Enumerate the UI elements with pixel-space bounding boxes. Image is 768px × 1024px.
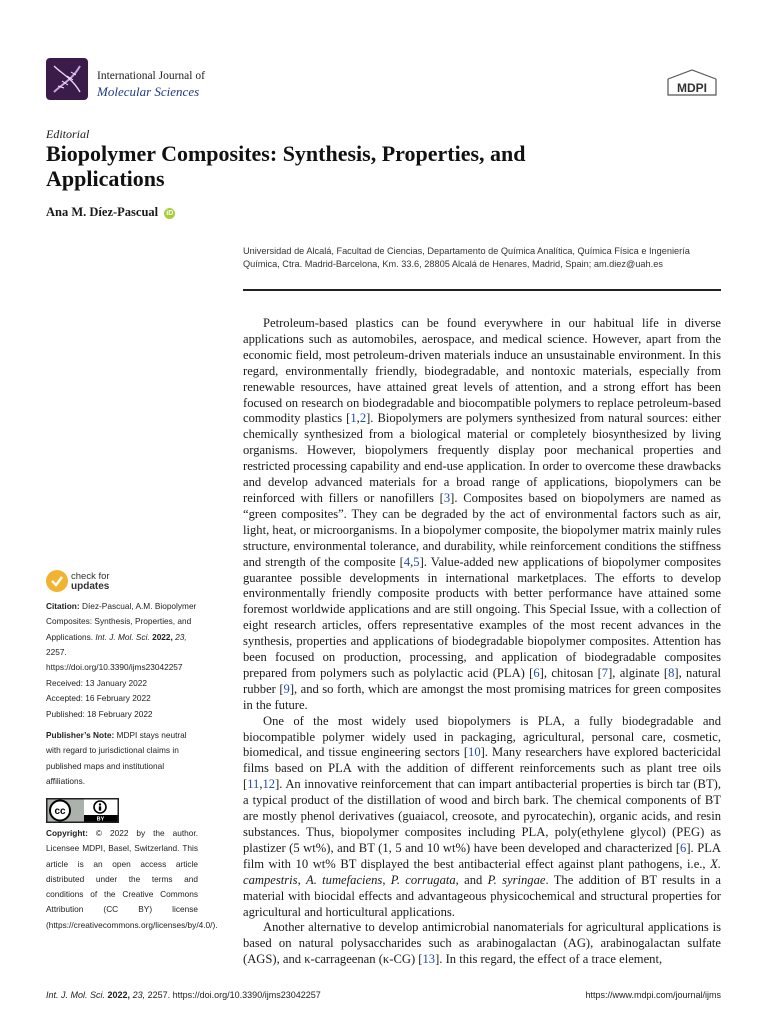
citation-link[interactable]: 7 xyxy=(601,665,609,680)
check-for-updates-icon xyxy=(46,570,68,592)
copyright-block: Copyright: © 2022 by the author. Licensee MDPI, Basel, Switzerland. This article is an open access article distributed under the terms and conditions of the Creative Commons Attribution (CC BY) license (https://creativecommons.org/licenses/by/4.0/). xyxy=(46,828,218,930)
footer-citation: Int. J. Mol. Sci. 2022, 23, 2257. https://doi.org/10.3390/ijms23042257 xyxy=(46,990,321,1000)
citation-block: Citation: Díez-Pascual, A.M. Biopolymer Composites: Synthesis, Properties, and Applications. Int. J. Mol. Sci. 2022, 23, 2257. https://doi.org/10.3390/ijms23042257 xyxy=(46,601,197,673)
citation-link[interactable]: 11 xyxy=(247,777,260,792)
citation-link[interactable]: 10 xyxy=(468,745,481,760)
publisher-note: Publisher’s Note: MDPI stays neutral with regard to jurisdictional claims in published maps and institutional affiliations. xyxy=(46,730,187,786)
svg-text:cc: cc xyxy=(54,806,66,817)
citation-link[interactable]: 2 xyxy=(359,411,367,426)
footer-doi-link[interactable]: 2257. https://doi.org/10.3390/ijms23042257 xyxy=(147,990,321,1000)
dates-block xyxy=(46,676,198,722)
check-label-line1: check for xyxy=(71,571,110,582)
journal-logo-icon[interactable] xyxy=(46,58,88,100)
article-type: Editorial xyxy=(46,127,90,141)
article-title: Biopolymer Composites: Synthesis, Properties, and Applications xyxy=(46,141,526,191)
journal-header xyxy=(46,58,226,108)
affiliation: Universidad de Alcalá, Facultad de Ciencias, Departamento de Química Analítica, Química Física e Ingeniería Química, Ctra. Madrid-Barcelona, Km. 33.6, 28805 Alcalá de Henares, Madrid, Spain; am.diez@uah.es xyxy=(243,246,690,269)
journal-name-line1: International Journal of xyxy=(97,70,205,82)
citation-link[interactable]: 8 xyxy=(668,665,675,680)
citation-link[interactable]: 1 xyxy=(350,411,357,426)
author-name[interactable]: Ana M. Díez-Pascual xyxy=(46,205,159,219)
mdpi-logo-text: MDPI xyxy=(677,81,707,95)
check-label-line2: updates xyxy=(71,581,110,592)
paragraph-3: Another alternative to develop antimicrobial nanomaterials for agricultural applications is based on natural polysaccharides such as arabinogalactan (AG), arabinogalactan sulfate (AGS), and κ-carrageenan (κ-CG) [13]. In this regard, the effect of a trace element, xyxy=(243,920,721,967)
main-text xyxy=(243,316,721,968)
check-for-updates-button[interactable] xyxy=(46,569,126,595)
page-footer xyxy=(46,990,721,1004)
doi-link[interactable]: 2257. https://doi.org/10.3390/ijms23042257 xyxy=(46,646,183,673)
accepted-date: Accepted: 16 February 2022 xyxy=(46,693,151,704)
mdpi-logo-icon[interactable] xyxy=(664,67,720,98)
footer-journal-url[interactable]: https://www.mdpi.com/journal/ijms xyxy=(585,990,721,1000)
author-line xyxy=(46,205,175,220)
paragraph-1: Petroleum-based plastics can be found everywhere in our habitual life in diverse applications such as automobiles, aerospace, and medical science. However, apart from the economic field, most petroleum-driven materials induce an unsustainable environment. In this regard, environmentally friendly, biodegradable, and nontoxic materials, especially from renewable resources, have attained great levels of attention, and a strong effort has been focused on research on biodegradable and biocompatible polymers to replace petroleum-based commodity plastics [1,2]. Biopolymers are polymers synthesized from natural sources: either chemically synthesized from a biological material or completely biosynthesized by living organisms. However, biopolymers frequently display poor mechanical properties and restricted processing capability and end-use application. In order to overcome these drawbacks and develop advanced materials for a broad range of applications, biopolymers can be reinforced with fillers or nanofillers [3]. Composites based on biopolymers are named as “green composites”. They can be degraded by the act of environmental factors such as air, light, heat, or microorganisms. In a biopolymer composite, the biopolymer matrix mainly rules structure, environmental tolerance, and durability, while reinforcement conditions the stiffness and strength of the composite [4,5]. Value-added new applications of biopolymer composites guarantee possible developments in international marketplaces. The efforts to develop environmentally friendly composite products with better performance have attained some foremost worldwide applications and are still ongoing. This Special Issue, with a collection of eight research articles, offers representative examples of the most recent advances in the synthesis, properties and applications of biodegradable biopolymer composites. Attention has been focused on production, processing, and application of biodegradable composites prepared from polymers such as polylactic acid (PLA) [6], chitosan [7], alginate [8], natural rubber [9], and so forth, which are amongst the most promising matrices for green composites in the future. xyxy=(243,316,721,712)
published-date: Published: 18 February 2022 xyxy=(46,708,153,719)
received-date: Received: 13 January 2022 xyxy=(46,678,148,688)
citation-link[interactable]: 4 xyxy=(403,554,411,569)
citation-link[interactable]: 12 xyxy=(262,777,276,792)
citation-link[interactable]: 3 xyxy=(443,490,451,505)
citation-link[interactable]: 6 xyxy=(533,665,540,680)
citation-link[interactable]: 5 xyxy=(413,554,420,569)
divider xyxy=(243,289,721,291)
citation-link[interactable]: 6 xyxy=(680,840,687,855)
citation-link[interactable]: 13 xyxy=(422,952,436,967)
journal-name-line2: Molecular Sciences xyxy=(97,84,200,99)
cc-by-label: BY xyxy=(96,816,105,823)
orcid-icon[interactable]: iD xyxy=(166,209,174,217)
paragraph-2: One of the most widely used biopolymers is PLA, a fully biodegradable and biocompatible polymer widely used in packaging, agricultural, personal care, cosmetic, biomedical, and tissue engineering sectors [10]. Many researchers have explored bactericidal films based on PLA with the addition of different reinforcements such as plant tree oils [11,12]. An innovative reinforcement that can impart antibacterial properties is birch tar (BT), a typical product of the distillation of wood and birch bark. The chemical components of BT are mostly phenol derivatives (guaiacol, creosote, and pyrocatechin), organic acids, and resin substances. Thus, biopolymer composites including PLA, poly(ethylene glycol) (PEG) as plastizer (5 wt%), and BT (1, 5 and 10 wt%) have been developed and characterized [6]. PLA film with 10 wt% BT displayed the best antibacterial effect against plant pathogens, i.e., X. campestris, A. tumefaciens, P. corrugata, and P. syringae. The addition of BT results in a material with biocidal effects and advantageous physicochemical and structural properties for agricultural and horticultural applications. xyxy=(243,713,721,919)
cc-by-license-icon[interactable] xyxy=(46,798,119,823)
citation-link[interactable]: 9 xyxy=(283,681,290,696)
